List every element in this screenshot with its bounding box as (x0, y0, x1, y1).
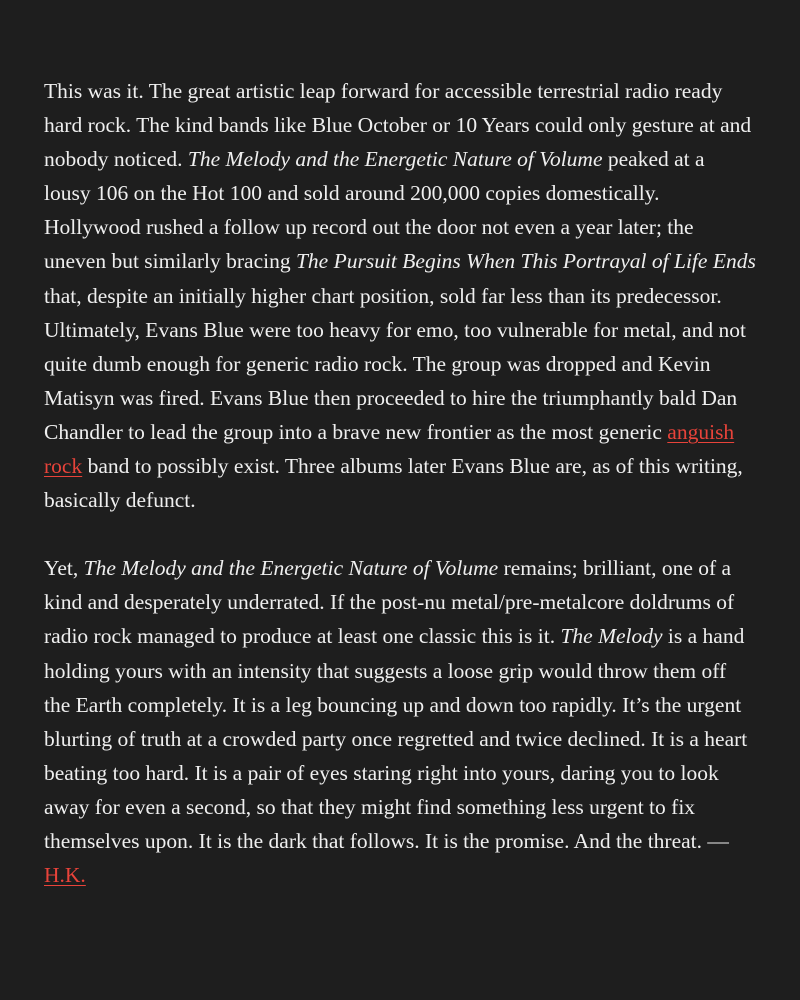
paragraph-text: is a hand holding yours with an intensity that suggests a loose grip would throw them off the Earth completely. It is a leg bouncing up and down too rapidly. It’s the urgent blurting of truth at a crowded party once regretted and twice declined. It is a heart beating too hard. It is a pair of eyes staring right into yours, daring you to look away for even a second, so that they might find something less urgent to fix themselves upon. It is the dark that follows. It is the promise. And the threat. — (44, 624, 748, 853)
article-paragraph-2 (44, 551, 756, 892)
paragraph-text: that, despite an initially higher chart position, sold far less than its predecessor. Ultimately, Evans Blue were too heavy for emo, too vulnerable for metal, and not quite dumb enough for generic radio rock. The group was dropped and Kevin Matisyn was fired. Evans Blue then proceeded to hire the triumphantly bald Dan Chandler to lead the group into a brave new frontier as the most generic (44, 283, 746, 444)
article-body (44, 74, 756, 892)
anguish-rock-link[interactable]: anguish rock (44, 419, 735, 479)
album-title-italic: The Pursuit Begins When This Portrayal of Life Ends (295, 249, 756, 274)
album-title-italic: The Melody and the Energetic Nature of Volume (187, 147, 603, 172)
paragraph-text: band to possibly exist. Three albums later Evans Blue are, as of this writing, basically defunct. (44, 454, 743, 513)
author-link[interactable]: H.K. (44, 863, 86, 888)
paragraph-text: This was it. The great artistic leap forward for accessible terrestrial radio ready hard rock. The kind bands like Blue October or 10 Years could only gesture at and nobody noticed. (44, 79, 752, 172)
album-title-italic: The Melody and the Energetic Nature of Volume (83, 556, 499, 581)
album-title-italic: The Melody (560, 624, 663, 649)
paragraph-text: peaked at a lousy 106 on the Hot 100 and sold around 200,000 copies domestically. Hollywood rushed a follow up record out the door not even a year later; the uneven but similarly bracing (44, 147, 705, 274)
paragraph-text: Yet, (44, 556, 84, 581)
article-paragraph-1 (44, 74, 756, 517)
paragraph-text: remains; brilliant, one of a kind and desperately underrated. If the post-nu metal/pre-metalcore doldrums of radio rock managed to produce at least one classic this is it. (44, 556, 735, 649)
